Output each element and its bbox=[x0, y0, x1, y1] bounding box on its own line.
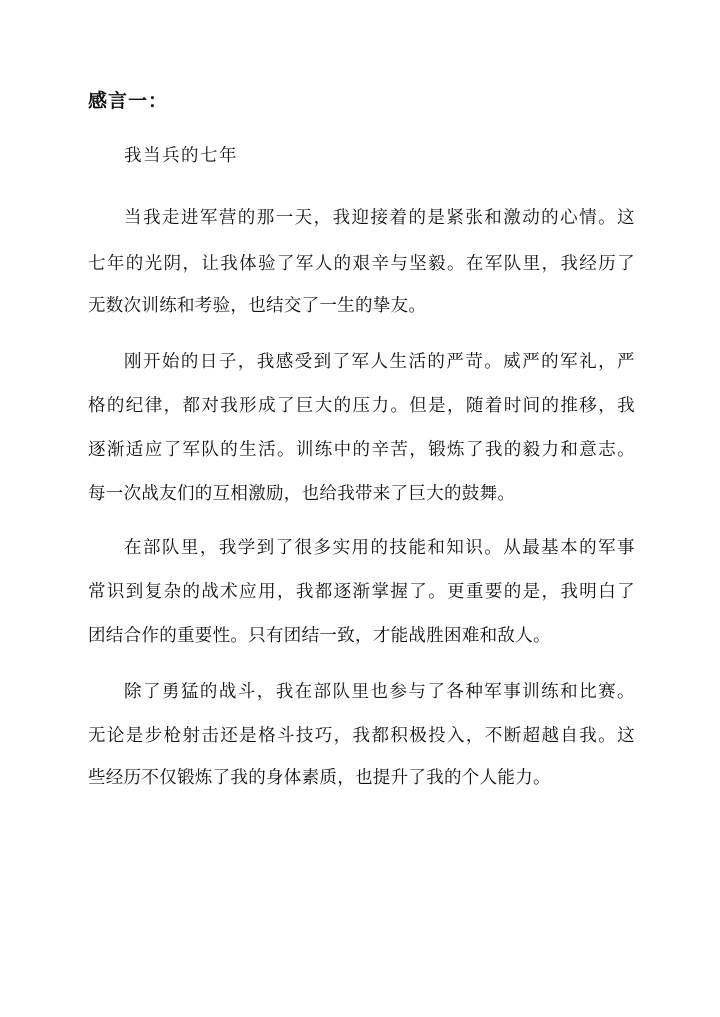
section-heading: 感言一： bbox=[88, 90, 169, 112]
paragraph-2-line-3: 逐渐适应了军队的生活。训练中的辛苦，锻炼了我的毅力和意志。 bbox=[88, 440, 636, 460]
paragraph-4-line-1: 除了勇猛的战斗，我在部队里也参与了各种军事训练和比赛。 bbox=[124, 682, 636, 702]
paragraph-3-line-2: 常识到复杂的战术应用，我都逐渐掌握了。更重要的是，我明白了 bbox=[88, 582, 636, 602]
paragraph-2-line-4: 每一次战友们的互相激励，也给我带来了巨大的鼓舞。 bbox=[88, 484, 516, 504]
paragraph-1-line-1: 当我走进军营的那一天，我迎接着的是紧张和激动的心情。这 bbox=[124, 208, 636, 228]
paragraph-3-line-3: 团结合作的重要性。只有团结一致，才能战胜困难和敌人。 bbox=[88, 626, 551, 646]
essay-title: 我当兵的七年 bbox=[124, 146, 238, 166]
paragraph-1-line-3: 无数次训练和考验，也结交了一生的挚友。 bbox=[88, 296, 427, 316]
paragraph-1-line-2: 七年的光阴，让我体验了军人的艰辛与坚毅。在军队里，我经历了 bbox=[88, 254, 636, 274]
paragraph-2-line-1: 刚开始的日子，我感受到了军人生活的严苛。威严的军礼，严 bbox=[124, 352, 636, 372]
paragraph-2-line-2: 格的纪律，都对我形成了巨大的压力。但是，随着时间的推移，我 bbox=[88, 396, 636, 416]
paragraph-3-line-1: 在部队里，我学到了很多实用的技能和知识。从最基本的军事 bbox=[124, 538, 636, 558]
paragraph-4-line-2: 无论是步枪射击还是格斗技巧，我都积极投入，不断超越自我。这 bbox=[88, 726, 636, 746]
paragraph-4-line-3: 些经历不仅锻炼了我的身体素质，也提升了我的个人能力。 bbox=[88, 768, 551, 788]
